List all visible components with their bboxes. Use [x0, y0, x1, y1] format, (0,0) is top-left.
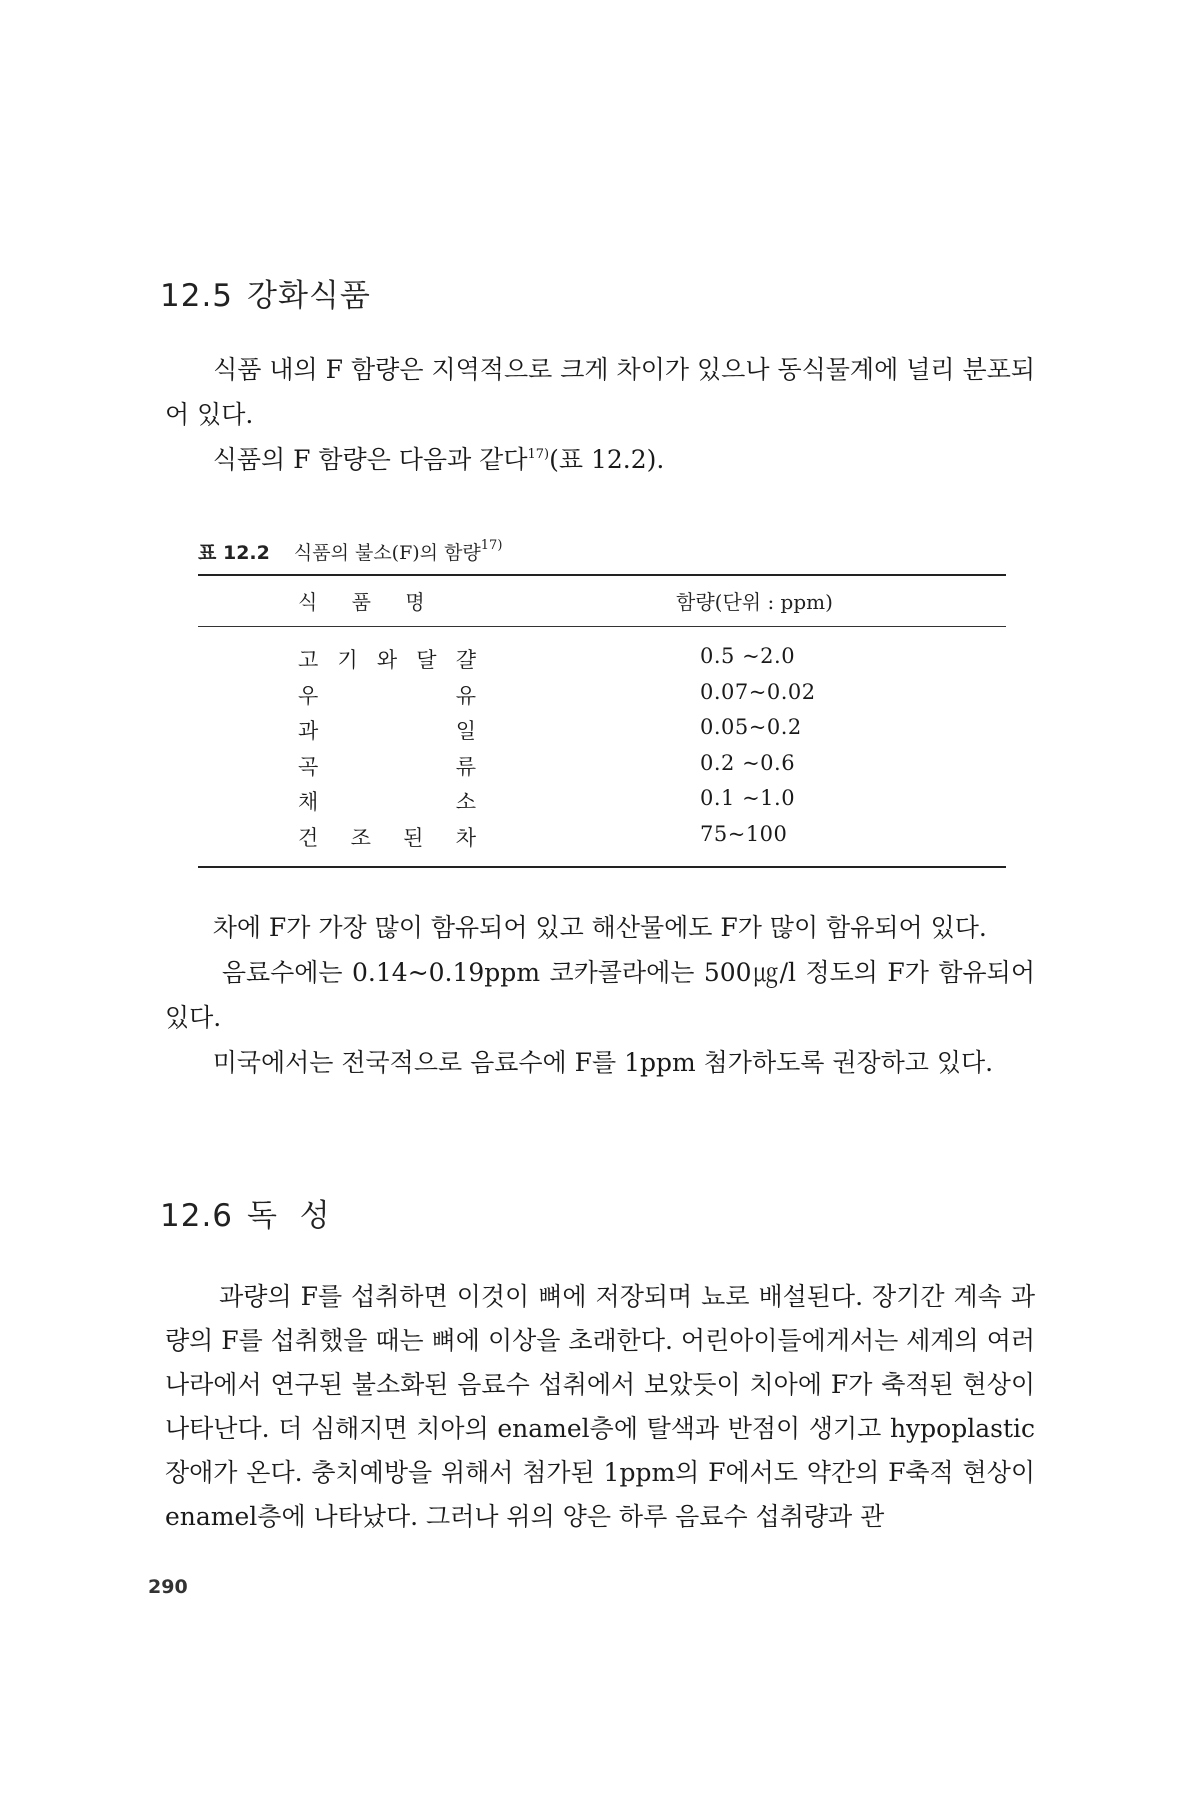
- table-row: [198, 822, 1006, 858]
- food-name-cell: [298, 822, 476, 852]
- header-amount: 함량(단위 : ppm): [676, 590, 833, 614]
- amount-cell: 0.1 ~1.0: [700, 786, 796, 810]
- food-name-char: 걀: [455, 648, 476, 672]
- paragraph: [165, 905, 1035, 950]
- table-row: [198, 715, 1006, 751]
- section-title: 독 성: [247, 1198, 331, 1234]
- food-name-char: 채: [298, 790, 319, 814]
- amount-cell: 75~100: [700, 821, 788, 846]
- page-number: 290: [148, 1576, 188, 1598]
- food-name-char: 와: [376, 648, 398, 672]
- table-body: [198, 644, 1006, 857]
- table-number: 표 12.2: [198, 542, 270, 564]
- paragraph-text: 과량의 F를 섭취하면 이것이 뼈에 저장되며 뇨로 배설된다. 장기간 계속 과량의 F를 섭취했을 때는 뼈에 이상을 초래한다. 어린아이들에게서는 세계의 여러 나라에서 연구된 불소화된 음료수 섭취에서 보았듯이 치아에 F가 축적된 현상이 나타난다. 더 심해지면 치아의 enamel층에 탈색과 반점이 생기고 hypoplastic 장애가 온다. 충치예방을 위해서 첨가된 1ppm의 F에서도 약간의 F축적 현상이 enamel층에 나타났다. 그러나 위의 양은 하루 음료수 섭취량과 관: [165, 1282, 1035, 1531]
- food-name-char: 곡: [298, 754, 319, 779]
- after-table-paragraphs: [165, 905, 1035, 1085]
- intro-paragraphs: [165, 347, 1035, 482]
- table-row: [198, 751, 1006, 787]
- food-name-char: 과: [298, 719, 319, 743]
- paragraph: [165, 437, 1035, 482]
- paragraph-text: 미국에서는 전국적으로 음료수에 F를 1ppm 첨가하도록 권장하고 있다.: [212, 1048, 994, 1077]
- paragraph: [165, 347, 1035, 437]
- table-row: [198, 680, 1006, 716]
- section-title: 강화식품: [247, 278, 371, 314]
- food-name-cell: [298, 680, 476, 710]
- paragraph: [165, 1275, 1035, 1539]
- amount-cell: 0.07~0.02: [700, 679, 816, 704]
- table-caption: [198, 538, 502, 565]
- section-number: 12.5: [160, 278, 234, 314]
- food-name-cell: [298, 715, 476, 745]
- food-name-cell: [298, 644, 476, 674]
- amount-cell: 0.2 ~0.6: [700, 750, 796, 775]
- food-name-char: 달: [416, 648, 437, 672]
- table-row: [198, 786, 1006, 822]
- food-name-char: 류: [455, 754, 476, 779]
- paragraph-text: 차에 F가 가장 많이 함유되어 있고 해산물에도 F가 많이 함유되어 있다.: [212, 913, 987, 942]
- food-name-cell: [298, 751, 476, 781]
- paragraph: [165, 1040, 1035, 1085]
- header-food-name: 식 품 명: [298, 590, 439, 614]
- table-header-rule: [198, 626, 1006, 627]
- table-bottom-rule: [198, 866, 1006, 868]
- food-name-char: 된: [403, 825, 424, 850]
- food-name-char: 고: [298, 648, 319, 672]
- paragraph-text: 식품 내의 F 함량은 지역적으로 크게 차이가 있으나 동식물계에 널리 분포되어 있다.: [165, 355, 1035, 429]
- paragraph: [165, 950, 1035, 1040]
- amount-cell: 0.5 ~2.0: [700, 644, 796, 668]
- paragraph-text: (표 12.2).: [549, 445, 665, 474]
- table-caption-text: 식품의 불소(F)의 함량: [293, 542, 481, 564]
- food-name-char: 조: [350, 825, 371, 850]
- paragraph-text: 식품의 F 함량은 다음과 같다: [212, 445, 528, 474]
- reference-superscript: 17): [527, 447, 550, 462]
- toxicity-paragraph: [165, 1275, 1035, 1539]
- table-top-rule: [198, 574, 1006, 576]
- food-name-char: 소: [455, 790, 476, 814]
- section-number: 12.6: [160, 1198, 234, 1234]
- food-name-char: 일: [455, 719, 476, 743]
- table-row: [198, 644, 1006, 680]
- food-name-char: 건: [298, 825, 319, 850]
- section-heading-12-5: [160, 270, 371, 315]
- food-name-cell: [298, 786, 476, 816]
- food-name-char: 우: [298, 683, 319, 708]
- food-name-char: 기: [337, 648, 358, 672]
- food-name-char: 차: [455, 825, 476, 850]
- reference-superscript: 17): [480, 538, 503, 553]
- paragraph-text: 음료수에는 0.14~0.19ppm 코카콜라에는 500㎍/l 정도의 F가 함유되어 있다.: [165, 958, 1035, 1032]
- amount-cell: 0.05~0.2: [700, 715, 802, 739]
- section-heading-12-6: [160, 1190, 331, 1235]
- food-name-char: 유: [455, 683, 476, 708]
